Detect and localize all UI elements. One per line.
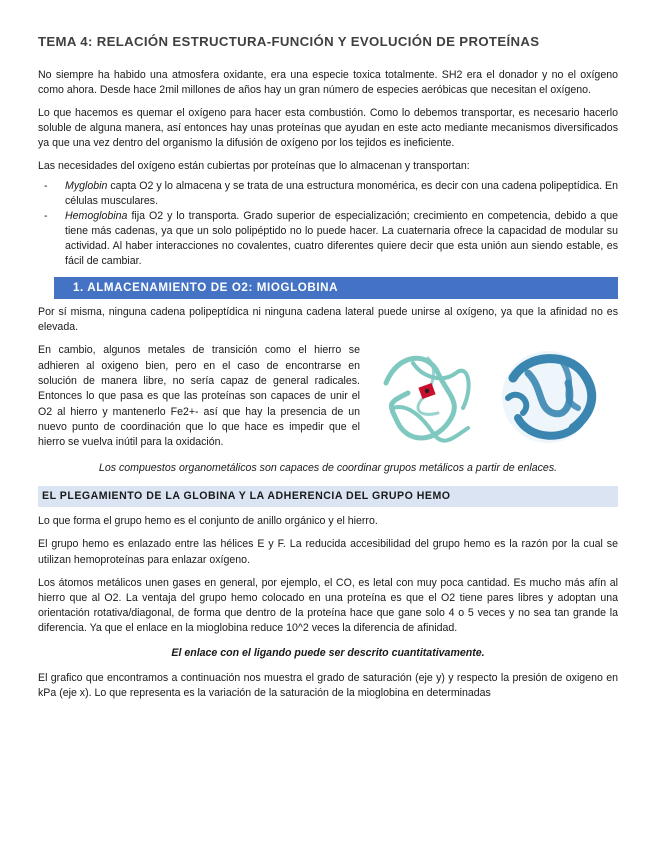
myoglobin-ribbon-image [386, 358, 469, 441]
section2-paragraph-4: El grafico que encontramos a continuación nos muestra el grado de saturación (eje y) y respecto la presión de oxigeno en kPa (eje x). Lo que representa es la variación de la saturación de la mioglobina en determinadas [38, 671, 618, 700]
figure-caption: Los compuestos organometálicos son capaces de coordinar grupos metálicos a partir de enlaces. [98, 462, 558, 475]
list-item-text: fija O2 y lo transporta. Grado superior de especialización; crecimiento en competencia, debido a que tiene más cadenas, ya que un solo polipéptido no lo puede hacer. La cuaternaria ofrece la capacidad de modular su actividad. Al haber interacciones no covalentes, cuatro diferentes quiere decir que esta unión aun siendo estable, es fácil de cambiar. [65, 209, 618, 268]
list-item [38, 179, 618, 209]
term-myoglobin: Myglobin [65, 179, 108, 192]
section2-paragraph-3: Los átomos metálicos unen gases en general, por ejemplo, el CO, es letal con muy poca cantidad. Es mucho más afín al hierro que al O2. La ventaja del grupo hemo colocado en una proteína es que el O2 tiene pares libres y adoptan una orientación rotativa/diagonal, de forma que dentro de la proteína hace que gane solo 4 o 5 veces y no sea tan grande la diferencia. Ya que el enlace en la mioglobina reduce 10^2 veces la diferencia de afinidad. [38, 576, 618, 634]
iron-atom-icon [425, 389, 429, 393]
hemoglobin-ribbon-image [502, 351, 594, 443]
section1-paragraph-2: En cambio, algunos metales de transición como el hierro se adhieren al oxigeno bien, pero en el caso de encontrarse en solución de manera libre, no sería capaz de general radicales. Entonces lo que pasa es que las proteínas son capaces de unir el O2 al hierro y mantenerlo Fe2+- así que hay la presencia de un nuevo punto de coordinación que lo que hace es impedir que el hierro se vuelva inútil para la oxidación. [38, 344, 360, 449]
protein-ribbons-svg [368, 343, 618, 451]
protein-list [38, 179, 618, 270]
intro-paragraph-1: No siempre ha habido una atmosfera oxidante, era una especie toxica totalmente. SH2 era el donador y no el oxígeno como ahora. Desde hace 2mil millones de años hay un gran número de especies aeróbicas que necesitan el oxígeno. [38, 69, 618, 97]
bullet-dash: - [44, 179, 48, 192]
section1-paragraph-1: Por sí misma, ninguna cadena polipeptídica ni ninguna cadena lateral puede unirse al oxígeno, ya que la afinidad no es elevada. [38, 306, 618, 334]
protein-structure-figure [368, 343, 618, 451]
text-column [38, 343, 360, 450]
section-heading-plegamiento: EL PLEGAMIENTO DE LA GLOBINA Y LA ADHERENCIA DEL GRUPO HEMO [38, 486, 618, 507]
term-hemoglobin: Hemoglobina [65, 209, 128, 222]
text-figure-row [38, 343, 618, 451]
list-item [38, 209, 618, 269]
emphasis-line: El enlace con el ligando puede ser descrito cuantitativamente. [171, 646, 485, 659]
page-title: TEMA 4: RELACIÓN ESTRUCTURA-FUNCIÓN Y EVOLUCIÓN DE PROTEÍNAS [38, 34, 540, 49]
list-item-text: capta O2 y lo almacena y se trata de una estructura monomérica, es decir con una cadena polipeptídica. En células musculares. [65, 179, 618, 207]
section2-paragraph-2: El grupo hemo es enlazado entre las hélices E y F. La reducida accesibilidad del grupo hemo es la razón por la cual se utilizan hemoproteínas para enlazar oxígeno. [38, 538, 618, 566]
document-page [38, 34, 618, 701]
intro-paragraph-2: Lo que hacemos es quemar el oxígeno para hacer esta combustión. Como lo debemos transportar, es necesario hacerlo soluble de alguna manera, así entonces hay unas proteínas que ayudan en este acto mediante mecanismos diversificados ya que una vez dentro del organismo la difusión de oxígeno por los tejidos es ineficiente. [38, 107, 618, 150]
bullet-dash: - [44, 209, 48, 222]
intro-paragraph-3: Las necesidades del oxígeno están cubiertas por proteínas que lo almacenan y transportan: [38, 160, 470, 173]
section-heading-mioglobina: 1. ALMACENAMIENTO DE O2: MIOGLOBINA [54, 277, 618, 299]
section2-paragraph-1: Lo que forma el grupo hemo es el conjunto de anillo orgánico y el hierro. [38, 515, 378, 528]
